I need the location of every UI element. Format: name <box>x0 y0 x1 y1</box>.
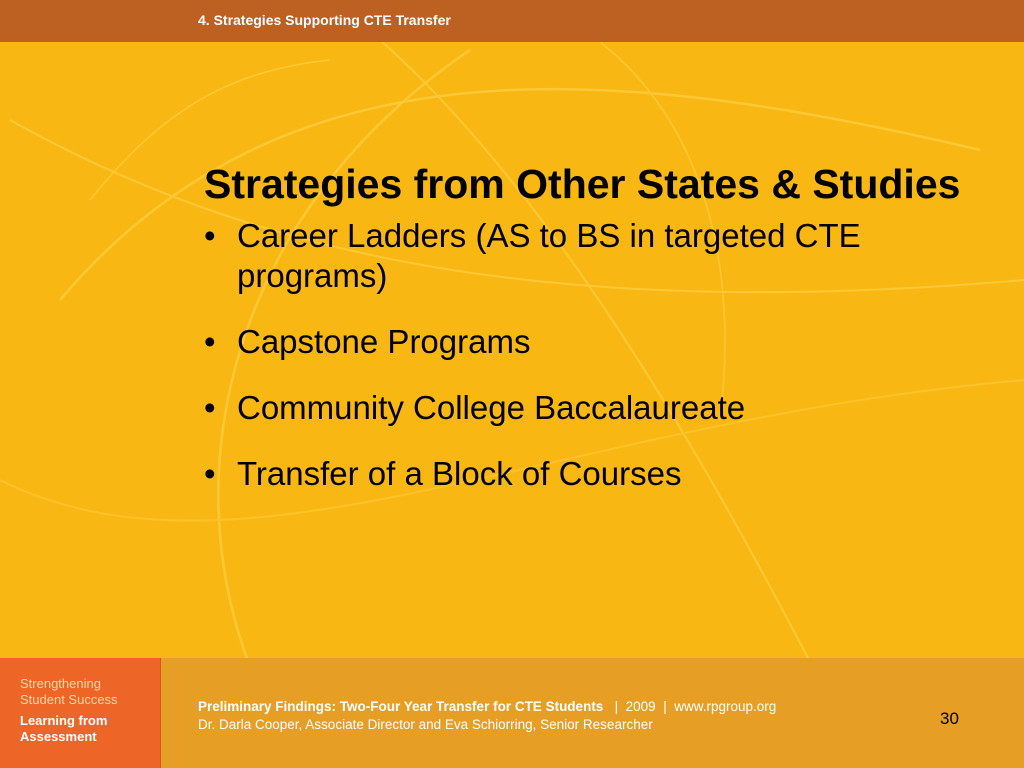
bullet-item <box>204 388 994 428</box>
slide-title: Strategies from Other States & Studies <box>204 161 961 207</box>
brand-line-student-success: Student Success <box>20 692 118 707</box>
footer-website: www.rpgroup.org <box>674 699 777 714</box>
bullet-icon: • <box>204 455 216 492</box>
bullet-icon: • <box>204 323 216 360</box>
bullet-item <box>204 322 994 362</box>
bullet-text: Career Ladders (AS to BS in targeted CTE programs) <box>237 217 861 294</box>
bullet-text: Community College Baccalaureate <box>237 389 746 426</box>
footer-report-title: Preliminary Findings: Two-Four Year Transfer for CTE Students <box>198 699 604 714</box>
brand-line-assessment: Assessment <box>20 729 97 744</box>
top-bar <box>0 0 1024 42</box>
footer-text <box>198 698 958 734</box>
footer-citation <box>198 698 958 716</box>
footer-separator: | <box>614 699 619 714</box>
slide-content <box>204 160 994 520</box>
bullet-icon: • <box>204 389 216 426</box>
bullet-item <box>204 454 994 494</box>
bullet-list <box>204 216 994 494</box>
footer-year: 2009 <box>625 699 656 714</box>
bullet-text: Capstone Programs <box>237 323 531 360</box>
footer-separator: | <box>663 699 667 714</box>
section-label: 4. Strategies Supporting CTE Transfer <box>198 12 451 28</box>
brand-logo <box>0 658 161 768</box>
brand-line-strengthening: Strengthening <box>20 676 101 691</box>
brand-line-learning-from: Learning from <box>20 713 108 728</box>
bullet-item <box>204 216 994 296</box>
page-number: 30 <box>940 709 959 728</box>
bullet-text: Transfer of a Block of Courses <box>237 455 682 492</box>
bullet-icon: • <box>204 217 216 254</box>
footer-authors: Dr. Darla Cooper, Associate Director and Eva Schiorring, Senior Researcher <box>198 717 653 732</box>
